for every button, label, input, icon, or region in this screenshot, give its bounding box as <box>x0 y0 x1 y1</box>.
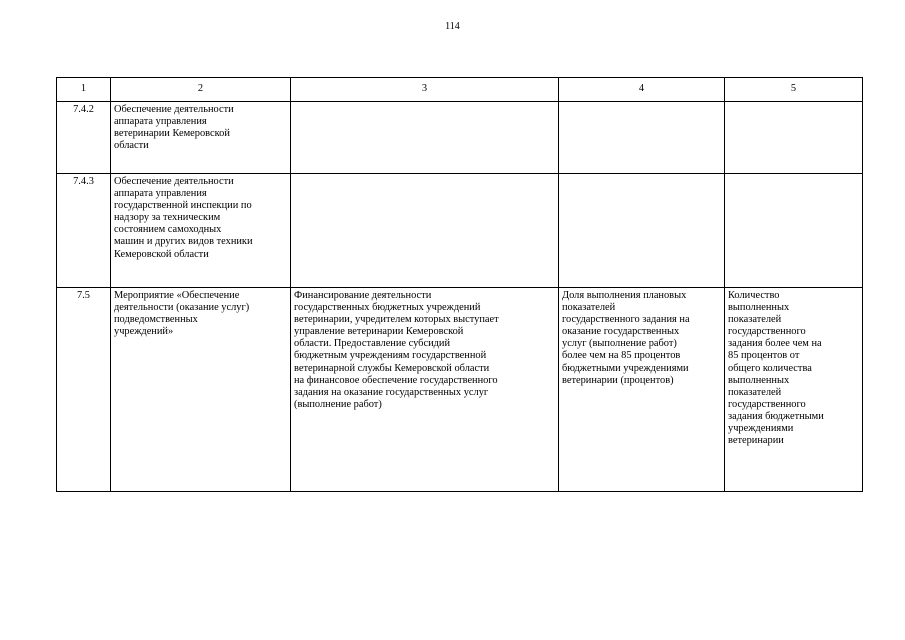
header-cell-4: 4 <box>559 78 725 102</box>
indicator-cell: Доля выполнения плановых показателей государственного задания на оказание государственных услуг (выполнение работ) более чем на 85 процентов бюджетными учреждениями ветеринарии (процентов) <box>559 288 725 492</box>
event-description-cell <box>291 174 559 288</box>
event-name-cell: Обеспечение деятельности аппарата управления ветеринарии Кемеровской области <box>111 102 291 174</box>
header-cell-3: 3 <box>291 78 559 102</box>
table-header-row <box>57 78 863 102</box>
result-cell: Количество выполненных показателей государственного задания более чем на 85 процентов от общего количества выполненных показателей государственного задания бюджетными учреждениями ветеринарии <box>725 288 863 492</box>
table-row <box>57 174 863 288</box>
event-name-cell: Обеспечение деятельности аппарата управления государственной инспекции по надзору за техническим состоянием самоходных машин и других видов техники Кемеровской области <box>111 174 291 288</box>
table-row <box>57 288 863 492</box>
event-description-cell <box>291 102 559 174</box>
row-number-cell: 7.5 <box>57 288 111 492</box>
header-cell-2: 2 <box>111 78 291 102</box>
header-cell-1: 1 <box>57 78 111 102</box>
row-number-cell: 7.4.2 <box>57 102 111 174</box>
row-number-cell: 7.4.3 <box>57 174 111 288</box>
indicator-cell <box>559 102 725 174</box>
result-cell <box>725 102 863 174</box>
indicator-cell <box>559 174 725 288</box>
program-table <box>56 77 863 492</box>
event-description-cell: Финансирование деятельности государственных бюджетных учреждений ветеринарии, учредителем которых выступает управление ветеринарии Кемеровской области. Предоставление субсидий бюджетным учреждениям государственной ветеринарной службы Кемеровской области на финансовое обеспечение государственного задания на оказание государственных услуг (выполнение работ) <box>291 288 559 492</box>
result-cell <box>725 174 863 288</box>
page-number: 114 <box>445 21 460 32</box>
event-name-cell: Мероприятие «Обеспечение деятельности (оказание услуг) подведомственных учреждений» <box>111 288 291 492</box>
table-row <box>57 102 863 174</box>
header-cell-5: 5 <box>725 78 863 102</box>
